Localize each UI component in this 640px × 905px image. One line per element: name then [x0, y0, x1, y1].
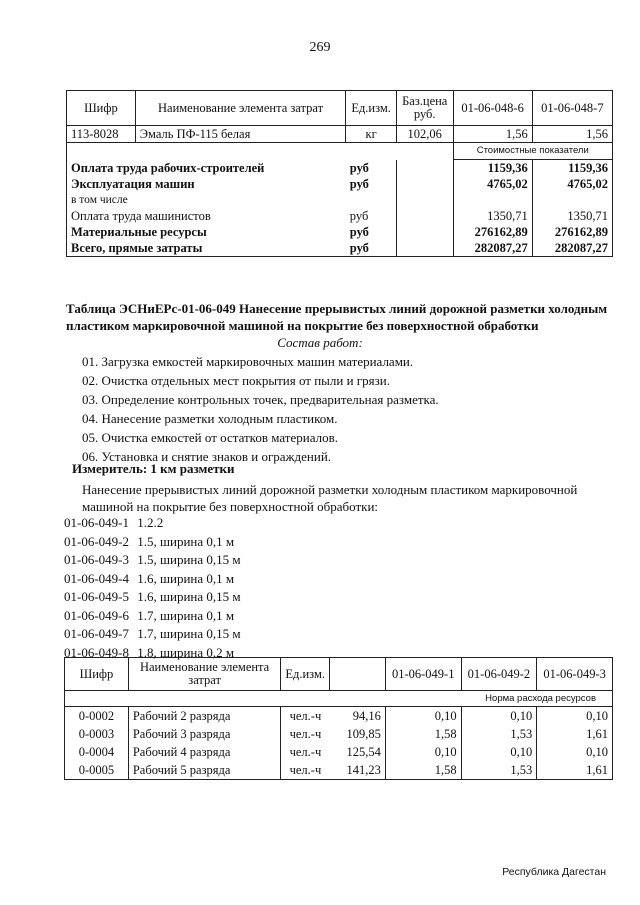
code: 01-06-049-1 [64, 515, 129, 530]
cell-value: 276162,89 [532, 224, 612, 240]
list-item [64, 625, 241, 644]
table-row [67, 160, 613, 177]
list-item: 01. Загрузка емкостей маркировочных машин материалами. [82, 354, 414, 369]
cell-code: 0-0004 [65, 743, 129, 761]
cell-name: Рабочий 5 разряда [128, 761, 281, 780]
cell-value: 1159,36 [532, 160, 612, 177]
cell-value: 4765,02 [532, 176, 612, 192]
header-cell: Ед.изм. [346, 91, 397, 126]
cell-unit: чел.-ч [281, 743, 330, 761]
table-row [65, 725, 613, 743]
cell-value: 4765,02 [453, 176, 532, 192]
header-cell: Ед.изм. [281, 658, 330, 691]
header-cell: 01-06-048-7 [532, 91, 612, 126]
cell-value: 0,10 [461, 743, 537, 761]
cell-price: 109,85 [346, 726, 381, 741]
resource-table-049 [64, 657, 613, 780]
header-cell [329, 658, 385, 691]
header-cell: Наименование элемента затрат [128, 658, 281, 691]
list-item: 06. Установка и снятие знаков и ограждений. [82, 449, 332, 464]
cell-value: 1350,71 [532, 208, 612, 224]
cell-name: Всего, прямые затраты [67, 240, 346, 257]
code: 01-06-049-6 [64, 607, 129, 623]
description: Нанесение прерывистых линий дорожной разметки холодным пластиком маркировочной машиной на покрытие без поверхностной обработки: [82, 482, 578, 514]
code-text: 1.6, ширина 0,1 м [137, 570, 235, 586]
header-cell: 01-06-048-6 [453, 91, 532, 126]
code-text: 1.5, ширина 0,15 м [137, 552, 241, 567]
code: 01-06-049-2 [64, 533, 129, 549]
section-label: Стоимостные показатели [453, 143, 613, 160]
list-item [64, 514, 241, 533]
table-row [65, 743, 613, 761]
section-title: Таблица ЭСНиЕРс-01-06-049 Нанесение прерывистых линий дорожной разметки холодным пластиком маркировочной машиной на покрытие без поверхностной обработки [66, 301, 608, 333]
cell-value: 1159,36 [453, 160, 532, 177]
code: 01-06-049-4 [64, 570, 129, 586]
code: 01-06-049-8 [64, 644, 129, 660]
cell-name: Рабочий 4 разряда [128, 743, 281, 761]
header-cell: Шифр [67, 91, 136, 126]
cell-value: 0,10 [385, 707, 461, 726]
cell-value: 0,10 [461, 707, 537, 726]
list-item: 02. Очистка отдельных мест покрытия от пыли и грязи. [82, 373, 390, 388]
header-cell: 01-06-049-3 [537, 658, 613, 691]
cell-value: 1,56 [532, 126, 612, 143]
list-item [64, 551, 241, 570]
cell-code: 0-0002 [65, 707, 129, 726]
cell-value: 1,61 [537, 761, 613, 780]
cell-price: 102,06 [396, 126, 453, 143]
cell-unit: руб [346, 240, 397, 257]
code-text: 1.7, ширина 0,1 м [137, 607, 235, 623]
section-label-row [65, 691, 613, 707]
footer-region: Республика Дагестан [502, 866, 606, 878]
table-row [67, 208, 613, 224]
section-label-row [67, 143, 613, 160]
cell-unit: чел.-ч [281, 707, 330, 726]
code: 01-06-049-5 [64, 589, 129, 604]
header-cell: Шифр [65, 658, 129, 691]
cell-price: 94,16 [352, 708, 381, 723]
cell-value: 282087,27 [532, 240, 612, 257]
list-item [64, 588, 241, 607]
cell-value: 1,58 [385, 761, 461, 780]
meter-label: Измеритель: 1 км разметки [72, 461, 235, 476]
cell-name: Рабочий 3 разряда [128, 725, 281, 743]
code-text: 1.6, ширина 0,15 м [137, 589, 241, 604]
header-cell: Баз.цена руб. [396, 91, 453, 126]
page-number: 269 [309, 40, 331, 55]
cell-value: 276162,89 [453, 224, 532, 240]
cell-name: Эмаль ПФ-115 белая [135, 126, 346, 143]
header-cell: Наименование элемента затрат [135, 91, 346, 126]
cell-value: 0,10 [385, 743, 461, 761]
list-item: 03. Определение контрольных точек, предварительная разметка. [82, 392, 439, 407]
table-row [67, 192, 613, 208]
codes-list [64, 514, 241, 662]
works-list [82, 352, 439, 466]
norm-label: Норма расхода ресурсов [65, 691, 613, 707]
cell-value: 0,10 [537, 743, 613, 761]
cell-code: 0-0005 [65, 761, 129, 780]
cell-code: 113-8028 [67, 126, 136, 143]
list-item [64, 607, 241, 626]
header-cell: 01-06-049-2 [461, 658, 537, 691]
header-cell: 01-06-049-1 [385, 658, 461, 691]
cell-value: 0,10 [537, 707, 613, 726]
cell-value: 1,61 [537, 725, 613, 743]
cell-name: Оплата труда машинистов [67, 208, 346, 224]
cell-value: 1,56 [453, 126, 532, 143]
list-item [64, 533, 241, 552]
table-row [67, 224, 613, 240]
code: 01-06-049-3 [64, 552, 129, 567]
cell-unit: кг [346, 126, 397, 143]
code-text: 1.8, ширина 0,2 м [137, 644, 235, 660]
table-header-row [65, 658, 613, 691]
table-row [67, 176, 613, 192]
cell-name: Эксплуатация машин [67, 176, 346, 192]
table-row [67, 240, 613, 257]
code-text: 1.2.2 [137, 515, 164, 530]
cell-unit: чел.-ч [281, 761, 330, 780]
cell-value: 1,53 [461, 725, 537, 743]
cell-name: Рабочий 2 разряда [128, 707, 281, 726]
cell-unit: руб [349, 225, 369, 239]
cell-price: 125,54 [346, 744, 381, 759]
code: 01-06-049-7 [64, 626, 129, 641]
table-row [67, 126, 613, 143]
cell-price: 141,23 [329, 761, 385, 780]
cell-value: 282087,27 [453, 240, 532, 257]
cost-table-048 [66, 90, 613, 257]
list-item: 04. Нанесение разметки холодным пластиком. [82, 411, 338, 426]
cell-name: Оплата труда рабочих-строителей [67, 160, 346, 177]
cell-value: 1350,71 [453, 208, 532, 224]
cell-name: в том числе [67, 192, 346, 208]
cell-unit: руб [349, 209, 369, 223]
works-heading: Состав работ: [277, 335, 363, 350]
cell-unit: чел.-ч [281, 725, 330, 743]
cell-unit: руб [349, 160, 369, 175]
cell-name: Материальные ресурсы [67, 224, 346, 240]
cell-unit: руб [349, 177, 369, 191]
table-row [65, 707, 613, 726]
code-text: 1.7, ширина 0,15 м [137, 626, 241, 641]
cell-value: 1,53 [461, 761, 537, 780]
list-item: 05. Очистка емкостей от остатков материалов. [82, 430, 338, 445]
cell-code: 0-0003 [65, 725, 129, 743]
code-text: 1.5, ширина 0,1 м [137, 533, 235, 549]
table-row [65, 761, 613, 780]
list-item [64, 570, 241, 589]
table-header-row [67, 91, 613, 126]
cell-value: 1,58 [385, 725, 461, 743]
